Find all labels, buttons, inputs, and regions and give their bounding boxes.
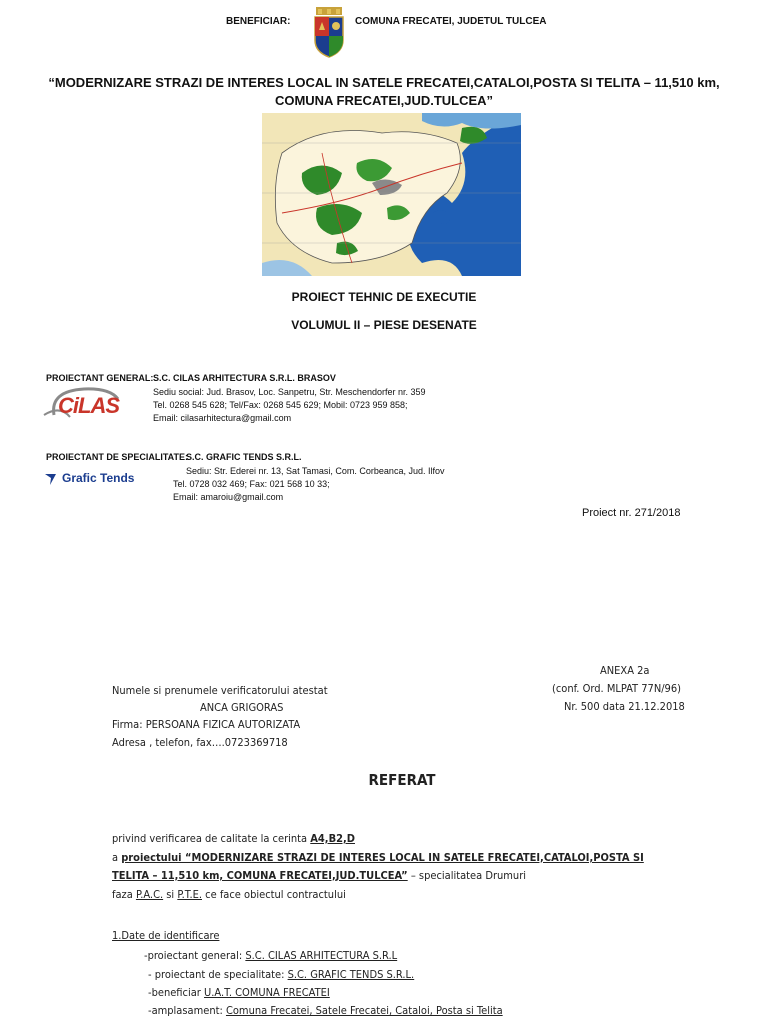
project-title-line1: “MODERNIZARE STRAZI DE INTERES LOCAL IN SATELE FRECATEI,CATALOI,POSTA SI TELITA – 11,510 km, [48,75,720,90]
designer-specialty-address: Sediu: Str. Ederei nr. 13, Sat Tamasi, Com. Corbeanca, Jud. Ilfov [186,466,445,476]
identification-item-label: -proiectant general: [144,949,246,962]
referat-project-prefix: a [112,851,122,864]
designer-specialty-email: Email: amaroiu@gmail.com [173,492,284,502]
coat-of-arms-icon [312,6,346,58]
referat-title: REFERAT [368,771,436,789]
referat-phase-pac: P.A.C. [135,888,164,901]
designer-specialty-phone: Tel. 0728 032 469; Fax: 021 568 10 33; [173,479,330,489]
referat-project-title-end: TELITA – 11,510 km, COMUNA FRECATEI,JUD.TULCEA” [112,869,408,882]
referat-paragraph-line2 [112,851,644,864]
project-number: Proiect nr. 271/2018 [582,507,681,519]
grafic-tends-logo-text: Grafic Tends [62,471,135,485]
beneficiar-name: COMUNA FRECATEI, JUDETUL TULCEA [355,16,547,27]
grafic-tends-logo [44,470,159,488]
identification-item-value: S.C. CILAS ARHITECTURA S.R.L [245,949,398,962]
verifier-firm: Firma: PERSOANA FIZICA AUTORIZATA [112,718,301,731]
identification-item [144,949,397,962]
beneficiar-label: BENEFICIAR: [226,16,291,27]
location-map [262,113,521,276]
referat-project-title: proiectului “MODERNIZARE STRAZI DE INTERES LOCAL IN SATELE FRECATEI,CATALOI,POSTA SI [121,851,644,864]
project-title-line2: COMUNA FRECATEI,JUD.TULCEA” [274,93,494,108]
referat-specialty: – specialitatea Drumuri [407,869,527,882]
referat-requirement-prefix: privind verificarea de calitate la cerinta [112,832,311,845]
designer-general-address: Sediu social: Jud. Brasov, Loc. Sanpetru, Str. Meschendorfer nr. 359 [153,387,426,397]
referat-requirement-code: A4,B2,D [310,832,355,845]
designer-general-label: PROIECTANT GENERAL: [46,373,154,383]
verifier-label: Numele si prenumele verificatorului atestat [112,684,328,697]
designer-specialty-company: S.C. GRAFIC TENDS S.R.L. [186,452,302,462]
referat-phase-pte: P.T.E. [177,888,202,901]
identification-item-label: -amplasament: [148,1004,226,1017]
verifier-address: Adresa , telefon, fax….0723369718 [112,736,288,749]
verifier-name: ANCA GRIGORAS [200,701,284,714]
referat-phase-prefix: faza [112,888,136,901]
annex-reference: (conf. Ord. MLPAT 77N/96) [552,682,682,695]
referat-paragraph-line3 [112,869,526,882]
identification-item-value: U.A.T. COMUNA FRECATEI [204,986,330,999]
referat-phase-and: si [163,888,178,901]
cilas-logo [40,385,128,421]
identification-heading: 1.Date de identificare [112,929,220,942]
designer-general-company: S.C. CILAS ARHITECTURA S.R.L. BRASOV [153,373,336,383]
identification-item-label: - proiectant de specialitate: [148,968,288,981]
referat-paragraph-line1 [112,832,355,845]
designer-general-phone: Tel. 0268 545 628; Tel/Fax: 0268 545 629; Mobil: 0723 959 858; [153,400,408,410]
designer-specialty-label: PROIECTANT DE SPECIALITATE: [46,452,189,462]
grafic-tends-arrow-icon [44,472,58,486]
annex-title: ANEXA 2a [600,664,650,677]
identification-item [148,968,414,981]
designer-general-email: Email: cilasarhitectura@gmail.com [153,413,292,423]
annex-number: Nr. 500 data 21.12.2018 [564,700,685,713]
identification-item [148,986,330,999]
identification-item-value: S.C. GRAFIC TENDS S.R.L. [287,968,415,981]
identification-item-value: Comuna Frecatei, Satele Frecatei, Cataloi, Posta si Telita [225,1004,503,1017]
project-type: PROIECT TEHNIC DE EXECUTIE [291,290,477,304]
identification-item-label: -beneficiar [148,986,205,999]
referat-paragraph-line4 [112,888,346,901]
cilas-logo-text: CiLAS [58,393,119,418]
identification-item [148,1004,503,1017]
referat-phase-suffix: ce face obiectul contractului [202,888,346,901]
project-volume: VOLUMUL II – PIESE DESENATE [291,318,477,332]
